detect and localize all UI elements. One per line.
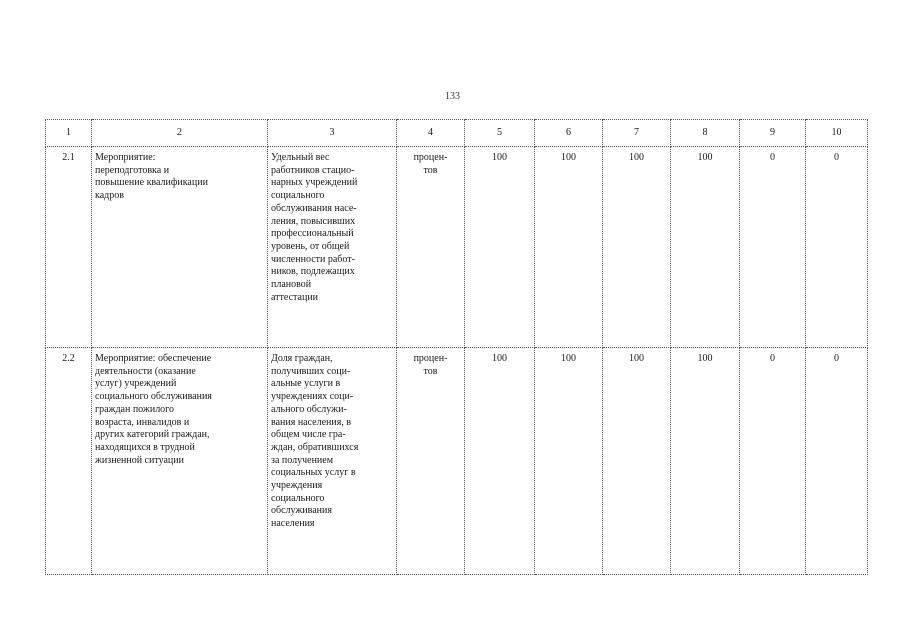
table-row	[46, 348, 868, 575]
header-cell: 8	[671, 120, 740, 147]
event-line: находящихся в трудной	[95, 441, 195, 453]
value-cell: 100	[603, 147, 671, 348]
indicator-line: плановой	[271, 279, 312, 291]
indicator-line: вания населения, в	[271, 416, 352, 428]
value-cell: 100	[465, 348, 535, 575]
indicator-line: аттестации	[271, 291, 319, 303]
indicator-line: общем числе гра-	[271, 429, 346, 441]
indicator-line: ждан, обратившихся	[271, 441, 359, 453]
event-line: социального обслуживания	[95, 391, 212, 403]
indicator-line: Доля граждан,	[271, 353, 333, 364]
value-cell: 0	[806, 348, 868, 575]
row-number: 2.2	[46, 348, 92, 575]
header-cell: 3	[268, 120, 397, 147]
unit-cell	[397, 147, 465, 348]
event-line: услуг) учреждений	[95, 378, 177, 390]
event-line: возраста, инвалидов и	[95, 416, 190, 428]
indicator-line: работников стацио-	[271, 164, 355, 176]
indicators-table	[45, 119, 868, 575]
indicator-line: обслуживания насе-	[271, 202, 357, 214]
unit-cell	[397, 348, 465, 575]
event-line: деятельности (оказание	[95, 365, 196, 377]
indicator-line: ления, повысивших	[271, 215, 356, 227]
unit-line: тов	[423, 164, 438, 176]
indicator-line: уровень, от общей	[271, 240, 350, 252]
indicator-line: учреждениях соци-	[271, 391, 354, 403]
table-row	[46, 147, 868, 348]
indicator-line: за получением	[271, 454, 334, 466]
event-line: Мероприятие:	[95, 152, 156, 163]
event-cell	[92, 147, 268, 348]
indicator-line: профессиональный	[271, 228, 354, 240]
unit-line: процен-	[413, 353, 448, 364]
event-cell	[92, 348, 268, 575]
indicator-line: альные услуги в	[271, 378, 341, 390]
value-cell: 0	[740, 147, 806, 348]
event-line: повышение квалификации	[95, 177, 208, 189]
indicator-cell	[268, 348, 397, 575]
indicator-line: нарных учреждений	[271, 177, 358, 189]
value-cell: 100	[535, 348, 603, 575]
header-cell: 9	[740, 120, 806, 147]
indicator-line: получивших соци-	[271, 365, 351, 377]
event-line: Мероприятие: обеспечение	[95, 353, 212, 364]
unit-line: процен-	[413, 152, 448, 163]
indicator-line: обслуживания	[271, 505, 332, 517]
value-cell: 100	[465, 147, 535, 348]
header-cell: 5	[465, 120, 535, 147]
indicator-line: учреждения	[271, 480, 323, 492]
event-line: других категорий граждан,	[95, 429, 210, 441]
header-cell: 4	[397, 120, 465, 147]
indicator-line: населения	[271, 518, 315, 530]
page-number: 133	[445, 91, 460, 102]
indicator-line: социального	[271, 190, 325, 202]
header-cell: 2	[92, 120, 268, 147]
indicator-line: социального	[271, 492, 325, 504]
event-line: кадров	[95, 190, 124, 202]
indicator-line: ников, подлежащих	[271, 266, 355, 278]
event-line: жизненной ситуации	[95, 454, 184, 466]
value-cell: 100	[671, 348, 740, 575]
value-cell: 100	[603, 348, 671, 575]
indicator-cell	[268, 147, 397, 348]
indicator-line: социальных услуг в	[271, 467, 356, 479]
indicator-line: ального обслужи-	[271, 403, 347, 415]
indicator-line: численности работ-	[271, 253, 355, 265]
value-cell: 100	[535, 147, 603, 348]
header-cell: 10	[806, 120, 868, 147]
unit-line: тов	[423, 365, 438, 377]
header-cell: 7	[603, 120, 671, 147]
value-cell: 0	[806, 147, 868, 348]
header-cell: 1	[46, 120, 92, 147]
value-cell: 0	[740, 348, 806, 575]
row-number: 2.1	[46, 147, 92, 348]
event-line: граждан пожилого	[95, 403, 175, 415]
value-cell: 100	[671, 147, 740, 348]
event-line: переподготовка и	[95, 164, 170, 176]
indicator-line: Удельный вес	[271, 152, 330, 163]
header-cell: 6	[535, 120, 603, 147]
header-row	[46, 120, 868, 147]
